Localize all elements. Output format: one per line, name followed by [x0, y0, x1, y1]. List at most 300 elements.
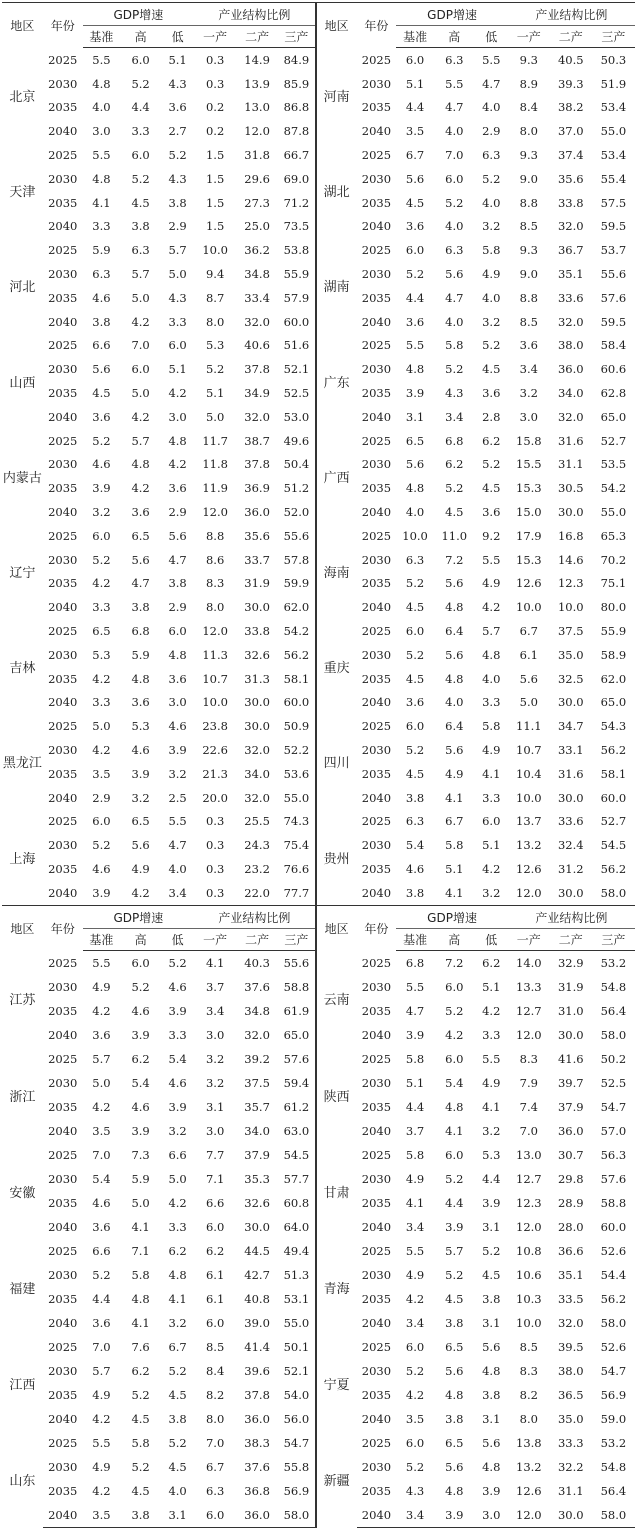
gdp-base-cell: 4.4	[405, 100, 425, 115]
tertiary-industry-cell: 57.8	[278, 548, 316, 572]
gdp-low-header: 低	[161, 26, 194, 48]
tertiary-industry-cell: 50.3	[600, 52, 627, 67]
tertiary-industry-cell: 57.6	[600, 1172, 627, 1186]
secondary-industry-cell: 33.8	[244, 624, 270, 639]
gdp-base-cell: 6.5	[92, 624, 111, 639]
year-cell: 2040	[48, 1316, 78, 1330]
primary-industry-cell: 6.0	[194, 1503, 236, 1528]
tertiary-industry-cell: 57.0	[600, 1124, 627, 1138]
secondary-industry-cell: 30.7	[557, 1148, 584, 1162]
tertiary-industry-cell: 60.6	[600, 362, 627, 377]
year-cell: 2030	[48, 980, 78, 994]
tertiary-industry-cell: 50.1	[278, 1335, 316, 1359]
tertiary-industry-cell: 55.0	[600, 124, 627, 139]
primary-industry-cell: 15.0	[516, 505, 542, 520]
year-header: 年份	[357, 906, 397, 951]
gdp-high-cell: 4.6	[131, 743, 150, 757]
gdp-high-cell: 6.7	[445, 814, 464, 829]
primary-industry-cell: 1.5	[205, 219, 225, 234]
gdp-base-cell: 4.5	[405, 766, 425, 781]
gdp-low-cell: 4.2	[168, 1196, 187, 1210]
secondary-industry-header: 二产	[236, 929, 278, 951]
secondary-industry-cell: 34.0	[244, 766, 270, 781]
year-cell: 2035	[48, 481, 78, 496]
gdp-low-cell: 4.4	[482, 1172, 501, 1186]
gdp-base-cell: 5.8	[405, 1148, 425, 1162]
gdp-high-cell: 7.0	[131, 338, 150, 353]
tertiary-industry-cell: 56.3	[600, 1148, 627, 1162]
year-cell: 2040	[48, 219, 78, 234]
secondary-industry-cell: 34.0	[557, 386, 584, 401]
gdp-base-cell: 2.9	[92, 790, 111, 805]
region-header: 地区	[2, 3, 43, 48]
primary-industry-cell: 8.5	[205, 1340, 225, 1354]
gdp-low-cell: 3.9	[168, 1004, 187, 1018]
secondary-industry-cell: 35.7	[244, 1100, 270, 1114]
primary-industry-cell: 11.9	[202, 481, 228, 496]
tertiary-industry-cell: 49.4	[278, 1239, 316, 1263]
gdp-high-cell: 6.2	[131, 1052, 150, 1066]
region-header: 地区	[2, 906, 43, 951]
gdp-low-cell: 4.0	[168, 861, 187, 876]
year-cell: 2035	[361, 1484, 392, 1498]
secondary-industry-cell: 38.2	[557, 100, 584, 115]
table-row	[2, 1431, 635, 1455]
gdp-low-cell: 3.1	[161, 1503, 194, 1528]
tertiary-industry-cell: 56.2	[600, 1292, 627, 1306]
gdp-high-cell: 4.5	[131, 1412, 150, 1426]
tertiary-industry-cell: 55.6	[278, 524, 316, 548]
gdp-low-cell: 4.6	[168, 980, 187, 994]
primary-industry-cell: 9.0	[519, 171, 538, 186]
primary-industry-cell: 10.0	[516, 790, 542, 805]
region-name: 吉林	[9, 661, 36, 677]
primary-industry-cell: 6.0	[205, 1220, 225, 1234]
gdp-low-cell: 5.7	[482, 624, 501, 639]
tertiary-industry-cell: 84.9	[278, 48, 316, 72]
secondary-industry-cell: 31.0	[557, 1004, 584, 1018]
primary-industry-cell: 1.5	[205, 195, 225, 210]
region-name: 浙江	[9, 1089, 36, 1105]
secondary-industry-cell: 25.0	[244, 219, 270, 234]
secondary-industry-cell: 25.5	[244, 814, 270, 829]
secondary-industry-cell: 31.9	[557, 980, 584, 994]
gdp-growth-header: GDP增速	[396, 3, 508, 26]
tertiary-industry-cell: 58.8	[278, 975, 316, 999]
gdp-low-cell: 4.0	[482, 671, 501, 686]
gdp-high-cell: 4.7	[131, 576, 150, 591]
primary-industry-cell: 13.2	[516, 1460, 542, 1474]
gdp-low-cell: 4.9	[482, 1076, 501, 1090]
gdp-base-cell: 3.8	[405, 790, 425, 805]
tertiary-industry-cell: 59.0	[600, 1412, 627, 1426]
secondary-industry-cell: 37.8	[244, 457, 270, 472]
secondary-industry-cell: 27.3	[244, 195, 270, 210]
secondary-industry-cell: 38.3	[244, 1436, 270, 1450]
gdp-base-cell: 4.8	[92, 76, 111, 91]
primary-industry-cell: 5.0	[519, 695, 538, 710]
primary-industry-cell: 6.1	[519, 647, 538, 662]
tertiary-industry-cell: 53.0	[278, 405, 316, 429]
gdp-base-cell: 5.5	[405, 1244, 425, 1258]
secondary-industry-cell: 33.7	[244, 552, 270, 567]
region-name: 北京	[9, 89, 36, 105]
secondary-industry-cell: 33.6	[557, 814, 584, 829]
table-row	[2, 48, 635, 72]
gdp-base-cell: 5.5	[92, 52, 111, 67]
gdp-base-cell: 4.4	[405, 290, 425, 305]
tertiary-industry-cell: 65.3	[600, 528, 627, 543]
gdp-base-cell: 4.9	[405, 1268, 425, 1282]
year-cell: 2025	[48, 1244, 78, 1258]
year-cell: 2035	[48, 671, 78, 686]
gdp-base-cell: 3.6	[405, 314, 425, 329]
gdp-low-cell: 4.6	[168, 719, 187, 734]
region-name: 山东	[9, 1473, 36, 1489]
primary-industry-cell: 7.9	[519, 1076, 538, 1090]
primary-industry-cell: 6.1	[205, 1292, 225, 1306]
gdp-low-cell: 3.6	[168, 481, 187, 496]
tertiary-industry-cell: 51.2	[278, 476, 316, 500]
year-cell: 2035	[48, 290, 78, 305]
tertiary-industry-cell: 56.0	[278, 1407, 316, 1431]
tertiary-industry-cell: 62.8	[600, 386, 627, 401]
gdp-base-cell: 6.5	[405, 433, 425, 448]
secondary-industry-cell: 37.6	[244, 1460, 270, 1474]
year-cell: 2040	[48, 505, 78, 520]
gdp-base-cell: 5.2	[405, 1364, 425, 1378]
gdp-high-cell: 3.8	[445, 1316, 464, 1330]
year-cell: 2030	[361, 362, 392, 377]
gdp-low-cell: 5.2	[482, 171, 501, 186]
gdp-low-cell: 4.1	[482, 1100, 501, 1114]
secondary-industry-cell: 30.0	[244, 600, 270, 615]
gdp-high-cell: 4.8	[445, 1100, 464, 1114]
gdp-base-header: 基准	[396, 26, 434, 48]
tertiary-industry-cell: 55.0	[278, 1311, 316, 1335]
region-name: 福建	[9, 1281, 36, 1297]
year-cell: 2025	[48, 1436, 78, 1450]
primary-industry-cell: 8.9	[519, 76, 538, 91]
secondary-industry-cell: 34.0	[244, 1124, 270, 1138]
year-cell: 2040	[361, 790, 392, 805]
gdp-base-cell: 4.3	[405, 1484, 425, 1498]
secondary-industry-cell: 31.9	[244, 576, 270, 591]
secondary-industry-cell: 31.6	[557, 433, 584, 448]
secondary-industry-cell: 35.0	[557, 1412, 584, 1426]
tertiary-industry-cell: 70.2	[600, 552, 627, 567]
gdp-high-cell: 6.5	[131, 814, 150, 829]
gdp-low-cell: 4.0	[482, 100, 501, 115]
tertiary-industry-cell: 75.4	[278, 833, 316, 857]
tertiary-industry-cell: 56.2	[600, 743, 627, 757]
tertiary-industry-cell: 53.4	[600, 148, 627, 163]
industry-structure-header: 产业结构比例	[508, 3, 635, 26]
gdp-base-cell: 3.9	[405, 386, 425, 401]
primary-industry-cell: 10.4	[516, 766, 542, 781]
year-cell: 2035	[48, 861, 78, 876]
primary-industry-cell: 10.8	[516, 1244, 542, 1258]
header-row	[2, 3, 635, 26]
secondary-industry-cell: 41.6	[557, 1052, 584, 1066]
tertiary-industry-cell: 76.6	[278, 857, 316, 881]
gdp-base-cell: 3.6	[92, 1028, 111, 1042]
year-cell: 2040	[43, 881, 83, 905]
gdp-high-cell: 6.0	[445, 171, 464, 186]
gdp-high-cell: 4.8	[445, 600, 464, 615]
gdp-low-cell: 3.2	[475, 881, 508, 905]
gdp-high-cell: 5.4	[131, 1076, 150, 1090]
gdp-high-cell: 4.8	[131, 457, 150, 472]
primary-industry-cell: 10.6	[516, 1268, 542, 1282]
gdp-low-cell: 3.8	[482, 1388, 501, 1402]
gdp-high-cell: 4.7	[445, 290, 464, 305]
year-header: 年份	[43, 3, 83, 48]
gdp-low-cell: 5.3	[482, 1148, 501, 1162]
primary-industry-cell: 3.2	[519, 386, 538, 401]
secondary-industry-cell: 34.9	[244, 386, 270, 401]
gdp-base-cell: 3.3	[92, 600, 111, 615]
secondary-industry-cell: 36.2	[244, 243, 270, 258]
tertiary-industry-cell: 54.2	[600, 481, 627, 496]
year-cell: 2040	[48, 124, 78, 139]
gdp-base-cell: 5.2	[405, 647, 425, 662]
year-cell: 2025	[361, 1052, 392, 1066]
gdp-low-cell: 4.2	[482, 600, 501, 615]
gdp-base-cell: 5.2	[92, 838, 111, 853]
region-name: 江西	[9, 1377, 36, 1393]
gdp-high-cell: 5.2	[445, 1268, 464, 1282]
year-cell: 2025	[48, 243, 78, 258]
tertiary-industry-cell: 59.5	[600, 219, 627, 234]
tertiary-industry-cell: 57.5	[600, 195, 627, 210]
tertiary-industry-header: 三产	[278, 26, 316, 48]
year-cell: 2030	[361, 76, 392, 91]
secondary-industry-header: 二产	[550, 929, 592, 951]
secondary-industry-cell: 38.0	[557, 1364, 584, 1378]
tertiary-industry-cell: 58.9	[600, 647, 627, 662]
year-cell: 2035	[48, 100, 78, 115]
gdp-high-cell: 5.6	[131, 552, 150, 567]
gdp-base-cell: 4.2	[405, 1388, 425, 1402]
secondary-industry-cell: 44.5	[244, 1244, 270, 1258]
year-cell: 2025	[48, 52, 78, 67]
gdp-low-cell: 4.5	[482, 362, 501, 377]
gdp-base-cell: 5.2	[405, 267, 425, 282]
table-row	[2, 951, 635, 976]
gdp-low-cell: 4.8	[482, 1460, 501, 1474]
secondary-industry-cell: 32.0	[557, 219, 584, 234]
gdp-base-cell: 4.5	[405, 671, 425, 686]
gdp-low-cell: 3.1	[482, 1412, 501, 1426]
year-cell: 2030	[361, 1172, 392, 1186]
secondary-industry-cell: 37.9	[244, 1148, 270, 1162]
gdp-base-cell: 6.8	[405, 956, 425, 970]
secondary-industry-cell: 16.8	[557, 528, 584, 543]
primary-industry-cell: 3.4	[205, 1004, 225, 1018]
gdp-high-cell: 5.7	[445, 1244, 464, 1258]
secondary-industry-cell: 32.0	[557, 314, 584, 329]
secondary-industry-cell: 30.0	[244, 695, 270, 710]
primary-industry-cell: 11.1	[516, 719, 542, 734]
primary-industry-cell: 8.4	[519, 100, 538, 115]
secondary-industry-cell: 40.6	[244, 338, 270, 353]
gdp-high-cell: 4.5	[445, 1292, 464, 1306]
primary-industry-cell: 15.3	[516, 481, 542, 496]
year-cell: 2040	[361, 314, 392, 329]
gdp-high-cell: 3.6	[131, 695, 150, 710]
tertiary-industry-cell: 56.2	[278, 643, 316, 667]
year-cell: 2035	[361, 766, 392, 781]
year-cell: 2030	[48, 1172, 78, 1186]
secondary-industry-cell: 37.8	[244, 362, 270, 377]
year-cell: 2040	[43, 1503, 83, 1528]
tertiary-industry-cell: 53.8	[278, 238, 316, 262]
gdp-low-cell: 3.3	[482, 695, 501, 710]
secondary-industry-cell: 39.7	[557, 1076, 584, 1090]
primary-industry-cell: 8.5	[519, 219, 538, 234]
gdp-base-cell: 6.6	[92, 1244, 111, 1258]
tertiary-industry-cell: 77.7	[278, 881, 316, 905]
region-name: 广西	[323, 470, 350, 486]
gdp-high-cell: 4.0	[445, 695, 464, 710]
year-cell: 2040	[361, 600, 392, 615]
secondary-industry-cell: 32.5	[557, 671, 584, 686]
year-cell: 2040	[48, 314, 78, 329]
gdp-low-cell: 3.3	[168, 1028, 187, 1042]
tertiary-industry-cell: 73.5	[278, 215, 316, 239]
secondary-industry-cell: 40.8	[244, 1292, 270, 1306]
secondary-industry-cell: 14.6	[557, 552, 584, 567]
year-cell: 2040	[361, 124, 392, 139]
tertiary-industry-cell: 53.6	[278, 762, 316, 786]
region-name: 宁夏	[323, 1377, 350, 1393]
gdp-low-cell: 6.2	[482, 956, 501, 970]
year-cell: 2025	[361, 52, 392, 67]
gdp-high-cell: 5.2	[445, 362, 464, 377]
gdp-low-cell: 3.8	[168, 195, 187, 210]
gdp-high-cell: 6.2	[131, 1364, 150, 1378]
gdp-high-cell: 4.9	[445, 766, 464, 781]
gdp-growth-header: GDP增速	[83, 3, 195, 26]
primary-industry-cell: 14.0	[516, 956, 542, 970]
gdp-high-cell: 4.2	[131, 314, 150, 329]
secondary-industry-cell: 30.0	[557, 790, 584, 805]
year-cell: 2030	[361, 457, 392, 472]
gdp-high-cell: 6.3	[131, 243, 150, 258]
gdp-base-cell: 5.5	[405, 980, 425, 994]
tertiary-industry-cell: 57.7	[278, 1167, 316, 1191]
gdp-low-cell: 4.1	[168, 1292, 187, 1306]
region-name: 山西	[9, 375, 36, 391]
gdp-low-cell: 4.9	[482, 576, 501, 591]
tertiary-industry-cell: 58.1	[600, 766, 627, 781]
secondary-industry-cell: 33.4	[244, 290, 270, 305]
primary-industry-cell: 15.5	[516, 457, 542, 472]
gdp-base-cell: 3.6	[92, 409, 111, 424]
year-cell: 2035	[361, 1100, 392, 1114]
gdp-base-cell: 4.2	[92, 1004, 111, 1018]
secondary-industry-cell: 32.0	[244, 314, 270, 329]
gdp-high-cell: 5.6	[445, 1364, 464, 1378]
secondary-industry-cell: 30.0	[557, 505, 584, 520]
gdp-high-cell: 4.7	[445, 100, 464, 115]
gdp-base-cell: 4.6	[92, 1196, 111, 1210]
gdp-low-cell: 4.0	[168, 1484, 187, 1498]
secondary-industry-cell: 36.6	[557, 1244, 584, 1258]
gdp-low-cell: 3.0	[475, 1503, 508, 1528]
gdp-base-cell: 6.0	[405, 1436, 425, 1450]
region-name: 广东	[323, 375, 350, 391]
gdp-base-cell: 3.5	[92, 1124, 111, 1138]
primary-industry-cell: 21.3	[202, 766, 228, 781]
gdp-low-cell: 3.8	[168, 1412, 187, 1426]
gdp-low-cell: 6.0	[168, 338, 187, 353]
secondary-industry-cell: 37.6	[244, 980, 270, 994]
secondary-industry-cell: 10.0	[557, 600, 584, 615]
gdp-high-cell: 5.8	[445, 338, 464, 353]
tertiary-industry-cell: 53.2	[600, 956, 627, 970]
primary-industry-cell: 8.8	[519, 290, 538, 305]
gdp-low-cell: 3.9	[168, 1100, 187, 1114]
tertiary-industry-cell: 55.8	[278, 1455, 316, 1479]
tertiary-industry-cell: 56.9	[278, 1479, 316, 1503]
gdp-low-cell: 4.7	[168, 838, 187, 853]
primary-industry-cell: 9.3	[519, 52, 538, 67]
region-name: 河北	[9, 280, 36, 296]
gdp-low-cell: 4.5	[482, 1268, 501, 1282]
primary-industry-cell: 6.3	[205, 1484, 225, 1498]
gdp-high-cell: 4.6	[131, 1100, 150, 1114]
gdp-base-cell: 5.2	[405, 743, 425, 757]
gdp-low-cell: 6.0	[168, 624, 187, 639]
primary-industry-cell: 0.3	[205, 52, 225, 67]
gdp-base-cell: 4.0	[405, 505, 425, 520]
year-cell: 2030	[48, 1364, 78, 1378]
gdp-low-cell: 4.3	[168, 290, 187, 305]
gdp-high-cell: 5.2	[131, 980, 150, 994]
gdp-high-cell: 4.5	[131, 195, 150, 210]
gdp-low-cell: 3.8	[482, 1292, 501, 1306]
gdp-low-cell: 4.8	[168, 647, 187, 662]
year-cell: 2035	[48, 195, 78, 210]
gdp-high-cell: 5.7	[131, 267, 150, 282]
gdp-base-cell: 3.5	[92, 766, 111, 781]
year-cell: 2035	[361, 290, 392, 305]
gdp-low-cell: 5.5	[168, 814, 187, 829]
year-cell: 2035	[361, 576, 392, 591]
year-cell: 2025	[361, 243, 392, 258]
gdp-base-cell: 6.0	[405, 719, 425, 734]
secondary-industry-cell: 39.2	[244, 1052, 270, 1066]
primary-industry-cell: 8.8	[205, 528, 225, 543]
primary-industry-cell: 6.0	[205, 1316, 225, 1330]
secondary-industry-header: 二产	[236, 26, 278, 48]
gdp-base-cell: 6.3	[92, 267, 111, 282]
gdp-high-cell: 6.0	[131, 148, 150, 163]
secondary-industry-cell: 37.4	[557, 148, 584, 163]
gdp-high-cell: 5.0	[131, 1196, 150, 1210]
year-cell: 2025	[361, 1148, 392, 1162]
gdp-high-cell: 3.3	[131, 124, 150, 139]
region-name: 云南	[323, 993, 350, 1009]
region-name: 河南	[323, 89, 350, 105]
gdp-high-cell: 6.3	[445, 52, 464, 67]
primary-industry-cell: 0.3	[194, 881, 236, 905]
gdp-base-cell: 5.9	[92, 243, 111, 258]
gdp-low-cell: 5.2	[168, 1436, 187, 1450]
gdp-base-cell: 3.7	[405, 1124, 425, 1138]
